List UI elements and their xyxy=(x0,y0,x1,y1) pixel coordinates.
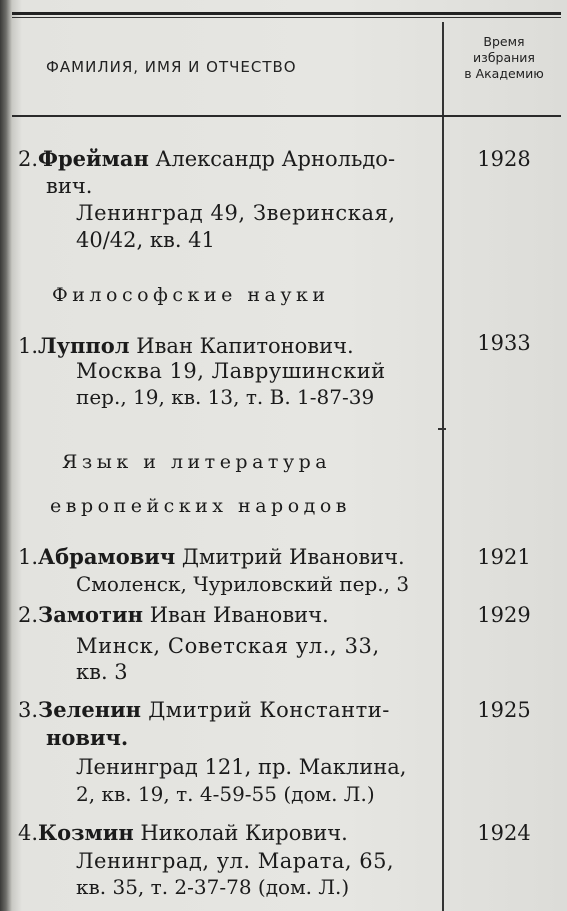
entry-freiman-address-line-1: Ленинград 49, Зверинская, xyxy=(76,201,396,225)
entry-given-names: Дмитрий Константи- xyxy=(141,698,390,722)
name-column-header: ФАМИЛИЯ, ИМЯ И ОТЧЕСТВО xyxy=(46,58,297,76)
entry-zamotin-address-line-1: Минск, Советская ул., 33, xyxy=(76,634,380,658)
entry-zelenin-year: 1925 xyxy=(477,698,531,722)
entry-kozmin-year: 1924 xyxy=(477,821,531,845)
entry-kozmin-address-line-2: кв. 35, т. 2-37-78 (дом. Л.) xyxy=(76,875,350,899)
section-heading-philosophy: Философские науки xyxy=(52,284,330,306)
year-column-header-line-3: в Академию xyxy=(464,66,544,81)
entry-luppol-address-line-1: Москва 19, Лаврушинский xyxy=(76,359,386,383)
entry-number: 3. xyxy=(18,698,39,722)
top-rule-thick xyxy=(12,12,561,15)
entry-given-names: Николай Кирович. xyxy=(133,821,348,845)
year-column-header xyxy=(447,34,561,82)
entry-freiman-year: 1928 xyxy=(477,147,531,171)
entry-zelenin-name-line-1 xyxy=(18,697,390,723)
entry-number: 1. xyxy=(18,545,39,569)
column-divider xyxy=(442,22,444,911)
entry-surname: Фрейман xyxy=(38,146,149,171)
entry-given-names: Александр Арнольдо- xyxy=(148,147,396,171)
column-tick xyxy=(438,428,446,430)
entry-number: 1. xyxy=(18,334,39,358)
entry-number: 2. xyxy=(18,603,39,627)
entry-abramovich-year: 1921 xyxy=(477,545,531,569)
entry-zamotin-year: 1929 xyxy=(477,603,531,627)
entry-kozmin-name-line-1 xyxy=(18,820,348,846)
header-rule xyxy=(12,115,561,117)
section-heading-language-line-1: Язык и литература xyxy=(62,451,332,473)
entry-freiman-name-line-1 xyxy=(18,146,395,172)
entry-zelenin-name-line-2: нович. xyxy=(46,725,129,750)
entry-freiman-address-line-2: 40/42, кв. 41 xyxy=(76,228,215,252)
entry-number: 4. xyxy=(18,821,39,845)
entry-surname: Луппол xyxy=(38,333,130,358)
entry-freiman-name-line-2: вич. xyxy=(46,174,93,198)
entry-surname: Козмин xyxy=(38,820,134,845)
entry-zamotin-address-line-2: кв. 3 xyxy=(76,660,128,684)
entry-number: 2. xyxy=(18,147,39,171)
year-column-header-line-2: избрания xyxy=(473,50,535,65)
entry-luppol-name-line-1 xyxy=(18,333,354,359)
entry-zamotin-name-line-1 xyxy=(18,602,329,628)
entry-given-names: Иван Иванович. xyxy=(143,603,329,627)
entry-abramovich-address-line-1: Смоленск, Чуриловский пер., 3 xyxy=(76,572,410,596)
entry-zelenin-address-line-2: 2, кв. 19, т. 4-59-55 (дом. Л.) xyxy=(76,782,375,806)
entry-surname: Зеленин xyxy=(38,697,142,722)
entry-abramovich-name-line-1 xyxy=(18,544,405,570)
entry-luppol-year: 1933 xyxy=(477,331,531,355)
year-column-header-line-1: Время xyxy=(483,34,525,49)
top-rule-thin xyxy=(12,17,561,18)
entry-surname: Замотин xyxy=(38,602,144,627)
entry-surname: Абрамович xyxy=(38,544,176,569)
entry-kozmin-address-line-1: Ленинград, ул. Марата, 65, xyxy=(76,849,395,873)
section-heading-language-line-2: европейских народов xyxy=(50,495,351,517)
entry-given-names: Дмитрий Иванович. xyxy=(175,545,405,569)
entry-luppol-address-line-2: пер., 19, кв. 13, т. В. 1-87-39 xyxy=(76,385,375,409)
entry-given-names: Иван Капитонович. xyxy=(129,334,354,358)
entry-zelenin-address-line-1: Ленинград 121, пр. Маклина, xyxy=(76,755,407,779)
